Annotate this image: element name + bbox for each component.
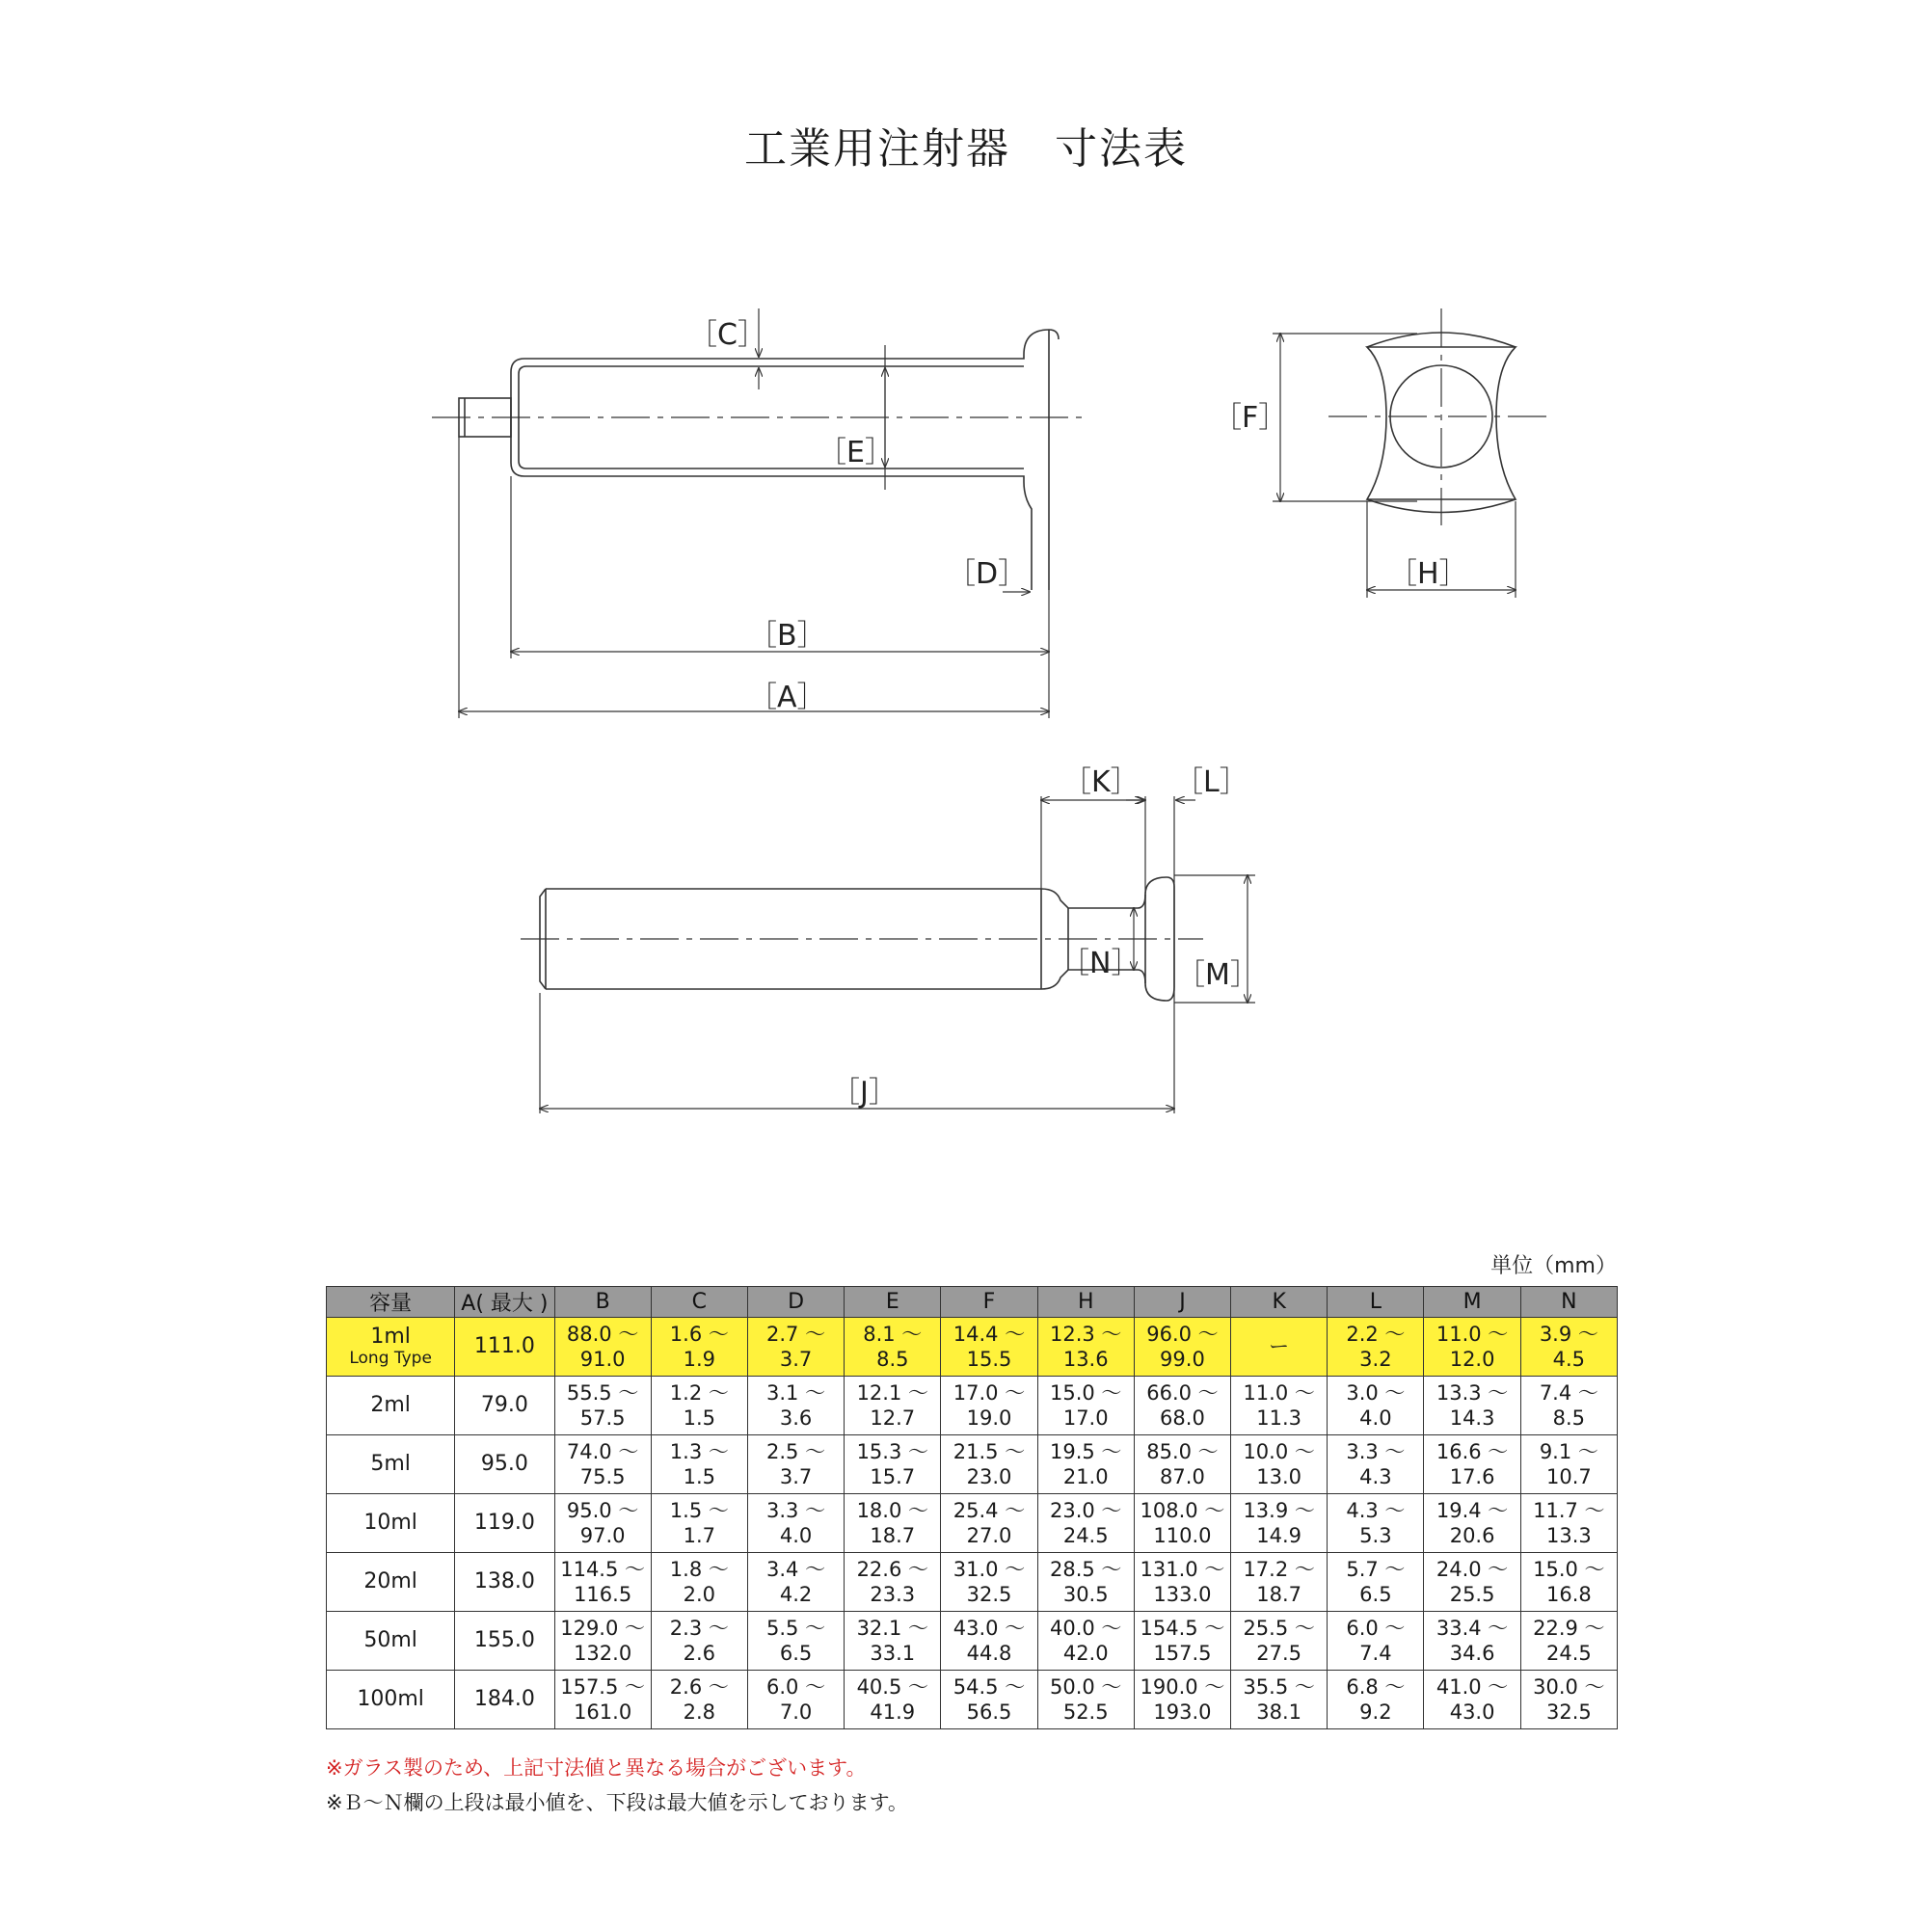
range-min: 32.1 ～ — [856, 1617, 928, 1640]
range-max: 12.0 — [1449, 1348, 1495, 1371]
range-cell — [1231, 1553, 1328, 1612]
range-min: 17.2 ～ — [1243, 1558, 1315, 1581]
range-max: 1.5 — [683, 1406, 716, 1430]
range-max: 75.5 — [579, 1465, 626, 1488]
range-max: 16.8 — [1545, 1583, 1592, 1606]
range-max: 19.0 — [966, 1406, 1012, 1430]
range-cell — [1328, 1494, 1424, 1553]
range-cell — [554, 1553, 651, 1612]
range-cell — [1424, 1494, 1520, 1553]
range-min: 74.0 ～ — [566, 1440, 639, 1463]
range-min: 5.5 ～ — [766, 1617, 826, 1640]
range-cell — [1231, 1377, 1328, 1435]
range-cell — [941, 1494, 1037, 1553]
capacity-cell — [327, 1377, 455, 1435]
range-min: 6.8 ～ — [1346, 1675, 1406, 1699]
a-max-cell: 95.0 — [455, 1435, 554, 1494]
column-header: B — [554, 1287, 651, 1318]
range-cell — [1520, 1318, 1617, 1377]
capacity-sublabel: Long Type — [349, 1349, 432, 1368]
range-min: 96.0 ～ — [1146, 1323, 1219, 1346]
range-cell — [845, 1553, 941, 1612]
column-header: L — [1328, 1287, 1424, 1318]
range-cell — [1037, 1612, 1134, 1671]
range-cell — [1134, 1612, 1230, 1671]
range-max: 34.6 — [1449, 1642, 1495, 1665]
range-max: 3.7 — [779, 1348, 813, 1371]
range-max: 4.0 — [1359, 1406, 1392, 1430]
range-min: 41.0 ～ — [1436, 1675, 1509, 1699]
range-max: 17.0 — [1062, 1406, 1109, 1430]
range-min: 40.5 ～ — [856, 1675, 928, 1699]
range-cell — [747, 1377, 844, 1435]
range-cell — [1231, 1435, 1328, 1494]
range-min: 22.6 ～ — [856, 1558, 928, 1581]
range-cell — [1328, 1377, 1424, 1435]
range-max: 2.6 — [683, 1642, 716, 1665]
range-max: 15.5 — [966, 1348, 1012, 1371]
capacity-cell — [327, 1494, 455, 1553]
range-min: 114.5 ～ — [560, 1558, 646, 1581]
range-cell — [747, 1553, 844, 1612]
range-min: 43.0 ～ — [953, 1617, 1026, 1640]
range-cell — [554, 1318, 651, 1377]
dim-label-h: ［H］ — [1388, 557, 1468, 591]
range-min: 2.7 ～ — [766, 1323, 826, 1346]
range-max: 18.7 — [1256, 1583, 1302, 1606]
capacity-cell — [327, 1553, 455, 1612]
range-min: 157.5 ～ — [560, 1675, 646, 1699]
column-header: J — [1134, 1287, 1230, 1318]
range-cell — [1520, 1494, 1617, 1553]
range-cell — [651, 1318, 747, 1377]
range-min: 3.9 ～ — [1539, 1323, 1598, 1346]
range-min: ー — [1269, 1335, 1290, 1358]
range-min: 55.5 ～ — [566, 1381, 639, 1405]
range-min: 2.2 ～ — [1346, 1323, 1406, 1346]
range-min: 3.3 ～ — [766, 1499, 826, 1522]
column-header: M — [1424, 1287, 1520, 1318]
range-max: 9.2 — [1359, 1700, 1392, 1724]
range-min: 25.4 ～ — [953, 1499, 1026, 1522]
plunger-side-view — [521, 796, 1255, 1113]
range-cell — [1231, 1671, 1328, 1729]
dim-label-l: ［L］ — [1174, 765, 1248, 799]
range-cell — [1037, 1377, 1134, 1435]
range-min: 88.0 ～ — [566, 1323, 639, 1346]
range-max: 7.0 — [779, 1700, 813, 1724]
range-max: 24.5 — [1062, 1524, 1109, 1547]
range-cell — [1328, 1553, 1424, 1612]
range-max: 30.5 — [1062, 1583, 1109, 1606]
range-min: 54.5 ～ — [953, 1675, 1026, 1699]
range-cell — [747, 1671, 844, 1729]
barrel-side-view — [432, 308, 1082, 718]
range-max: 15.7 — [870, 1465, 916, 1488]
range-min: 50.0 ～ — [1050, 1675, 1122, 1699]
range-max: 4.0 — [779, 1524, 813, 1547]
range-max: 23.3 — [870, 1583, 916, 1606]
range-cell — [651, 1671, 747, 1729]
range-cell — [554, 1612, 651, 1671]
range-min: 33.4 ～ — [1436, 1617, 1509, 1640]
range-cell — [1424, 1671, 1520, 1729]
range-cell — [941, 1377, 1037, 1435]
range-cell — [941, 1435, 1037, 1494]
range-cell — [1424, 1612, 1520, 1671]
range-max: 132.0 — [574, 1642, 632, 1665]
range-max: 42.0 — [1062, 1642, 1109, 1665]
range-max: 33.1 — [870, 1642, 916, 1665]
unit-label: 単位（mm） — [1490, 1254, 1617, 1278]
column-header: F — [941, 1287, 1037, 1318]
range-max: 20.6 — [1449, 1524, 1495, 1547]
range-min: 10.0 ～ — [1243, 1440, 1315, 1463]
range-min: 25.5 ～ — [1243, 1617, 1315, 1640]
range-cell — [1037, 1494, 1134, 1553]
capacity-label: 50ml — [363, 1628, 417, 1652]
table-row — [327, 1435, 1618, 1494]
range-min: 40.0 ～ — [1050, 1617, 1122, 1640]
range-max: 18.7 — [870, 1524, 916, 1547]
range-max: 97.0 — [579, 1524, 626, 1547]
range-min: 13.9 ～ — [1243, 1499, 1315, 1522]
range-max: 3.7 — [779, 1465, 813, 1488]
range-max: 21.0 — [1062, 1465, 1109, 1488]
capacity-cell — [327, 1318, 455, 1377]
range-min: 9.1 ～ — [1539, 1440, 1598, 1463]
range-cell — [845, 1435, 941, 1494]
range-cell — [1424, 1435, 1520, 1494]
range-cell — [554, 1671, 651, 1729]
range-max: 8.5 — [876, 1348, 909, 1371]
range-cell — [1328, 1671, 1424, 1729]
range-max: 1.5 — [683, 1465, 716, 1488]
range-min: 154.5 ～ — [1140, 1617, 1225, 1640]
range-max: 4.2 — [779, 1583, 813, 1606]
range-cell — [1520, 1671, 1617, 1729]
range-cell — [1037, 1671, 1134, 1729]
range-min: 17.0 ～ — [953, 1381, 1026, 1405]
range-min: 2.3 ～ — [669, 1617, 729, 1640]
range-cell — [1424, 1318, 1520, 1377]
range-max: 5.3 — [1359, 1524, 1392, 1547]
page-title: 工業用注射器 寸法表 — [744, 124, 1188, 174]
range-cell — [1037, 1553, 1134, 1612]
note-min-max: ※Ｂ～Ｎ欄の上段は最小値を、下段は最大値を示しております。 — [326, 1791, 908, 1814]
range-max: 6.5 — [1359, 1583, 1392, 1606]
range-max: 27.5 — [1256, 1642, 1302, 1665]
range-max: 87.0 — [1160, 1465, 1205, 1488]
capacity-cell — [327, 1671, 455, 1729]
column-header: H — [1037, 1287, 1134, 1318]
range-min: 1.8 ～ — [669, 1558, 729, 1581]
range-min: 1.3 ～ — [669, 1440, 729, 1463]
range-max: 68.0 — [1160, 1406, 1205, 1430]
range-cell — [651, 1377, 747, 1435]
range-min: 190.0 ～ — [1140, 1675, 1225, 1699]
range-max: 161.0 — [574, 1700, 632, 1724]
range-cell — [554, 1435, 651, 1494]
range-max: 4.5 — [1552, 1348, 1586, 1371]
dim-label-j: ［J］ — [831, 1076, 898, 1110]
range-max: 44.8 — [966, 1642, 1012, 1665]
range-max: 52.5 — [1062, 1700, 1109, 1724]
range-min: 6.0 ～ — [766, 1675, 826, 1699]
capacity-label: 20ml — [363, 1569, 417, 1593]
range-min: 12.3 ～ — [1050, 1323, 1122, 1346]
table-row — [327, 1494, 1618, 1553]
range-cell — [1520, 1553, 1617, 1612]
range-min: 18.0 ～ — [856, 1499, 928, 1522]
table-row — [327, 1553, 1618, 1612]
dim-label-n: ［N］ — [1060, 947, 1140, 980]
range-min: 1.6 ～ — [669, 1323, 729, 1346]
range-min: 16.6 ～ — [1436, 1440, 1509, 1463]
capacity-label: 10ml — [363, 1511, 417, 1535]
range-max: 6.5 — [779, 1642, 813, 1665]
a-max-cell: 155.0 — [455, 1612, 554, 1671]
range-max: 14.3 — [1449, 1406, 1495, 1430]
range-cell — [1231, 1612, 1328, 1671]
range-cell — [747, 1494, 844, 1553]
range-max: 116.5 — [574, 1583, 632, 1606]
range-max: 32.5 — [1545, 1700, 1592, 1724]
range-min: 11.0 ～ — [1243, 1381, 1315, 1405]
range-min: 1.5 ～ — [669, 1499, 729, 1522]
range-cell — [1424, 1377, 1520, 1435]
range-max: 110.0 — [1153, 1524, 1212, 1547]
range-cell — [747, 1435, 844, 1494]
range-cell — [1037, 1318, 1134, 1377]
range-max: 13.3 — [1545, 1524, 1592, 1547]
range-max: 32.5 — [966, 1583, 1012, 1606]
range-max: 41.9 — [870, 1700, 916, 1724]
range-min: 15.0 ～ — [1533, 1558, 1605, 1581]
range-max: 2.0 — [683, 1583, 716, 1606]
capacity-label: 5ml — [370, 1452, 411, 1476]
range-min: 2.5 ～ — [766, 1440, 826, 1463]
range-max: 13.6 — [1062, 1348, 1109, 1371]
range-max: 4.3 — [1359, 1465, 1392, 1488]
range-min: 35.5 ～ — [1243, 1675, 1315, 1699]
range-min: 19.5 ～ — [1050, 1440, 1122, 1463]
range-min: 11.7 ～ — [1533, 1499, 1605, 1522]
range-cell — [1328, 1435, 1424, 1494]
range-max: 7.4 — [1359, 1642, 1392, 1665]
column-header: 容量 — [327, 1287, 455, 1318]
range-max: 38.1 — [1256, 1700, 1302, 1724]
range-max: 10.7 — [1545, 1465, 1592, 1488]
dim-label-e: ［E］ — [818, 436, 894, 469]
range-min: 131.0 ～ — [1140, 1558, 1225, 1581]
range-max: 8.5 — [1552, 1406, 1586, 1430]
range-max: 27.0 — [966, 1524, 1012, 1547]
range-min: 21.5 ～ — [953, 1440, 1026, 1463]
range-max: 13.0 — [1256, 1465, 1302, 1488]
range-max: 1.7 — [683, 1524, 716, 1547]
range-cell — [747, 1318, 844, 1377]
range-max: 11.3 — [1256, 1406, 1302, 1430]
range-min: 3.0 ～ — [1346, 1381, 1406, 1405]
capacity-label: 2ml — [370, 1393, 411, 1417]
range-max: 43.0 — [1449, 1700, 1495, 1724]
range-min: 30.0 ～ — [1533, 1675, 1605, 1699]
range-cell — [1037, 1435, 1134, 1494]
column-header: K — [1231, 1287, 1328, 1318]
note-glass-warning: ※ガラス製のため、上記寸法値と異なる場合がございます。 — [326, 1756, 867, 1780]
range-min: 129.0 ～ — [560, 1617, 646, 1640]
range-max: 56.5 — [966, 1700, 1012, 1724]
dim-label-d: ［D］ — [947, 557, 1028, 591]
range-cell — [554, 1494, 651, 1553]
dim-label-b: ［B］ — [748, 619, 826, 653]
a-max-cell: 111.0 — [455, 1318, 554, 1377]
capacity-cell — [327, 1612, 455, 1671]
range-cell — [1328, 1612, 1424, 1671]
range-min: 4.3 ～ — [1346, 1499, 1406, 1522]
range-cell — [1231, 1494, 1328, 1553]
range-min: 95.0 ～ — [566, 1499, 639, 1522]
range-min: 6.0 ～ — [1346, 1617, 1406, 1640]
range-min: 108.0 ～ — [1140, 1499, 1225, 1522]
range-max: 25.5 — [1449, 1583, 1495, 1606]
range-cell — [845, 1671, 941, 1729]
range-min: 3.4 ～ — [766, 1558, 826, 1581]
range-cell — [845, 1318, 941, 1377]
range-max: 2.8 — [683, 1700, 716, 1724]
range-min: 14.4 ～ — [953, 1323, 1026, 1346]
range-max: 133.0 — [1153, 1583, 1212, 1606]
a-max-cell: 119.0 — [455, 1494, 554, 1553]
range-cell — [941, 1612, 1037, 1671]
dimension-table — [326, 1286, 1618, 1729]
range-cell — [1520, 1377, 1617, 1435]
range-max: 17.6 — [1449, 1465, 1495, 1488]
range-cell — [1134, 1494, 1230, 1553]
range-cell — [1328, 1318, 1424, 1377]
range-min: 66.0 ～ — [1146, 1381, 1219, 1405]
capacity-label: 100ml — [357, 1687, 424, 1711]
range-min: 3.1 ～ — [766, 1381, 826, 1405]
range-min: 15.3 ～ — [856, 1440, 928, 1463]
a-max-cell: 79.0 — [455, 1377, 554, 1435]
dim-label-k: ［K］ — [1062, 765, 1140, 799]
range-max: 1.9 — [683, 1348, 716, 1371]
dim-label-m: ［M］ — [1176, 958, 1259, 992]
range-max: 3.2 — [1359, 1348, 1392, 1371]
range-cell — [554, 1377, 651, 1435]
range-cell — [1134, 1553, 1230, 1612]
table-row — [327, 1612, 1618, 1671]
a-max-cell: 184.0 — [455, 1671, 554, 1729]
range-min: 28.5 ～ — [1050, 1558, 1122, 1581]
range-cell — [651, 1553, 747, 1612]
range-cell — [1134, 1377, 1230, 1435]
range-min: 22.9 ～ — [1533, 1617, 1605, 1640]
range-min: 24.0 ～ — [1436, 1558, 1509, 1581]
range-max: 193.0 — [1153, 1700, 1212, 1724]
column-header: N — [1520, 1287, 1617, 1318]
range-cell — [1134, 1671, 1230, 1729]
range-min: 15.0 ～ — [1050, 1381, 1122, 1405]
range-min: 8.1 ～ — [863, 1323, 923, 1346]
range-min: 85.0 ～ — [1146, 1440, 1219, 1463]
column-header: A( 最大 ) — [455, 1287, 554, 1318]
range-min: 5.7 ～ — [1346, 1558, 1406, 1581]
range-min: 3.3 ～ — [1346, 1440, 1406, 1463]
range-cell — [1424, 1553, 1520, 1612]
range-min: 19.4 ～ — [1436, 1499, 1509, 1522]
range-cell — [1520, 1612, 1617, 1671]
table-row — [327, 1318, 1618, 1377]
range-cell — [1134, 1435, 1230, 1494]
range-max: 91.0 — [579, 1348, 626, 1371]
range-min: 12.1 ～ — [856, 1381, 928, 1405]
range-max: 24.5 — [1545, 1642, 1592, 1665]
range-cell — [651, 1435, 747, 1494]
capacity-cell — [327, 1435, 455, 1494]
range-cell — [1134, 1318, 1230, 1377]
range-min: 13.3 ～ — [1436, 1381, 1509, 1405]
range-cell — [941, 1671, 1037, 1729]
range-cell — [651, 1612, 747, 1671]
table-row — [327, 1377, 1618, 1435]
range-max: 12.7 — [870, 1406, 916, 1430]
range-min: 7.4 ～ — [1539, 1381, 1598, 1405]
range-cell — [747, 1612, 844, 1671]
range-min: 2.6 ～ — [669, 1675, 729, 1699]
table-row — [327, 1671, 1618, 1729]
column-header: D — [747, 1287, 844, 1318]
range-max: 99.0 — [1160, 1348, 1205, 1371]
column-header: C — [651, 1287, 747, 1318]
range-cell — [941, 1318, 1037, 1377]
range-cell — [1520, 1435, 1617, 1494]
range-min: 31.0 ～ — [953, 1558, 1026, 1581]
range-min: 1.2 ～ — [669, 1381, 729, 1405]
range-max: 14.9 — [1256, 1524, 1302, 1547]
range-cell — [651, 1494, 747, 1553]
dim-label-f: ［F］ — [1213, 401, 1288, 435]
column-header: E — [845, 1287, 941, 1318]
range-cell — [845, 1494, 941, 1553]
range-max: 57.5 — [579, 1406, 626, 1430]
dim-label-a: ［A］ — [748, 681, 826, 714]
range-max: 3.6 — [779, 1406, 813, 1430]
table-header-row — [327, 1287, 1618, 1318]
a-max-cell: 138.0 — [455, 1553, 554, 1612]
range-cell — [845, 1612, 941, 1671]
capacity-label: 1ml — [370, 1325, 411, 1349]
range-cell — [845, 1377, 941, 1435]
range-min: 23.0 ～ — [1050, 1499, 1122, 1522]
range-cell — [1231, 1318, 1328, 1377]
range-min: 11.0 ～ — [1436, 1323, 1509, 1346]
range-max: 23.0 — [966, 1465, 1012, 1488]
range-cell — [941, 1553, 1037, 1612]
dim-label-c: ［C］ — [688, 318, 766, 352]
range-max: 157.5 — [1153, 1642, 1212, 1665]
